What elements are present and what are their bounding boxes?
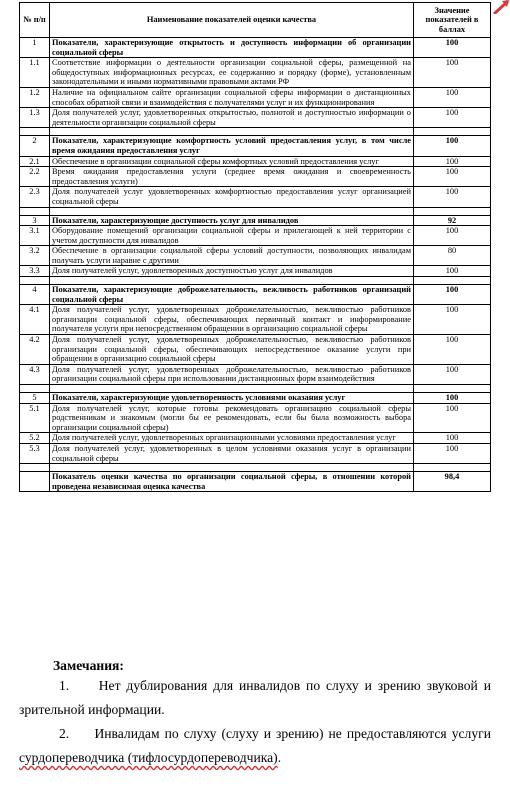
value-cell: 100 (414, 335, 491, 365)
spacer-cell (414, 277, 491, 285)
indicator-cell: Обеспечение в организации социальной сферы условий доступности, позволяющих инвалидам получать услуги наравне с другими (50, 246, 414, 266)
table-spacer-row (20, 207, 491, 215)
value-cell: 92 (414, 215, 491, 226)
table-row (20, 187, 491, 207)
table-row (20, 364, 491, 384)
table-row (20, 403, 491, 433)
header-value: Значение показателей в баллах (414, 3, 491, 38)
num-cell: 3.1 (20, 226, 50, 246)
table-spacer-row (20, 385, 491, 393)
indicator-cell: Показатели, характеризующие удовлетворенность условиями оказания услуг (50, 393, 414, 404)
table-spacer-row (20, 277, 491, 285)
num-cell: 1.2 (20, 87, 50, 107)
note-number: 1. (59, 678, 70, 693)
indicator-cell: Соответствие информации о деятельности организации социальной сферы, размещенной на общедоступных информационных ресурсах, ее содержанию и порядку (форме), установленным законодательными и иными нормативными правовыми актами РФ (50, 58, 414, 88)
indicator-cell: Показатели, характеризующие комфортность условий предоставления услуг, в том числе время ожидания предоставления услуг (50, 136, 414, 156)
indicator-cell: Показатель оценки качества по организации социальной сферы, в отношении которой проведена независимая оценка качества (50, 472, 414, 492)
table-row (20, 246, 491, 266)
table-row (20, 156, 491, 167)
num-cell: 1 (20, 38, 50, 58)
value-cell: 100 (414, 58, 491, 88)
indicator-cell: Доля получателей услуг удовлетворенных комфортностью предоставления услуг организацией социальной сферы (50, 187, 414, 207)
corner-marker-icon (488, 0, 510, 14)
spacer-cell (20, 464, 50, 472)
num-cell (20, 472, 50, 492)
total-row (20, 472, 491, 492)
spacer-cell (414, 385, 491, 393)
indicator-cell: Доля получателей услуг, удовлетворенных открытостью, полнотой и доступностью информации о деятельности организации социальной сферы (50, 108, 414, 128)
table-header-row (20, 3, 491, 38)
value-cell: 100 (414, 393, 491, 404)
indicator-cell: Доля получателей услуг, удовлетворенных организационными условиями предоставления услуг (50, 433, 414, 444)
section-row (20, 136, 491, 156)
indicator-cell: Доля получателей услуг, удовлетворенных в целом условиями оказания услуг в организации социальной сферы (50, 443, 414, 463)
value-cell: 100 (414, 305, 491, 335)
num-cell: 1.3 (20, 108, 50, 128)
spacer-cell (50, 128, 414, 136)
indicator-cell: Доля получателей услуг, удовлетворенных доброжелательностью, вежливостью работников организации социальной сферы, обеспечивающих непосредственное оказание услуги при обращении в организацию социальной сферы (50, 335, 414, 365)
num-cell: 3.3 (20, 266, 50, 277)
note-number: 2. (59, 726, 70, 741)
note-underlined-term: сурдопереводчика (тифлосурдопереводчика) (19, 750, 278, 765)
section-row (20, 285, 491, 305)
notes-title: Замечания: (53, 658, 124, 673)
num-cell: 5 (20, 393, 50, 404)
value-cell: 100 (414, 108, 491, 128)
spacer-cell (20, 128, 50, 136)
table-row (20, 335, 491, 365)
value-cell: 100 (414, 364, 491, 384)
section-row (20, 215, 491, 226)
section-row (20, 38, 491, 58)
indicator-cell: Оборудование помещений организации социальной сферы и прилегающей к ней территории с учетом доступности для инвалидов (50, 226, 414, 246)
value-cell: 80 (414, 246, 491, 266)
indicator-cell: Показатели, характеризующие доброжелательность, вежливость работников организаций социальной сферы (50, 285, 414, 305)
num-cell: 5.3 (20, 443, 50, 463)
num-cell: 1.1 (20, 58, 50, 88)
num-cell: 2.1 (20, 156, 50, 167)
spacer-cell (20, 277, 50, 285)
value-cell: 100 (414, 167, 491, 187)
num-cell: 4 (20, 285, 50, 305)
notes-section (19, 658, 491, 770)
value-cell: 100 (414, 156, 491, 167)
spacer-cell (20, 385, 50, 393)
table-spacer-row (20, 128, 491, 136)
num-cell: 4.2 (20, 335, 50, 365)
indicator-cell: Время ожидания предоставления услуги (среднее время ожидания и своевременность предоставления услуги) (50, 167, 414, 187)
num-cell: 2.3 (20, 187, 50, 207)
spacer-cell (414, 464, 491, 472)
note-item-1 (19, 674, 491, 722)
table-row (20, 305, 491, 335)
value-cell: 100 (414, 136, 491, 156)
note-text: Нет дублирования для инвалидов по слуху и зрению звуковой и зрительной информации. (19, 678, 491, 717)
value-cell: 100 (414, 38, 491, 58)
indicator-cell: Доля получателей услуг, удовлетворенных доброжелательностью, вежливостью работников организации социальной сферы, обеспечивающих первичный контакт и информирование получателя услуги при непосредственном обращении в организацию социальной сферы (50, 305, 414, 335)
note-text: Инвалидам по слуху (слуху и зрению) не предоставляются услуги (94, 726, 491, 741)
header-num: № п/п (20, 3, 50, 38)
table-row (20, 167, 491, 187)
value-cell: 100 (414, 433, 491, 444)
value-cell: 100 (414, 443, 491, 463)
spacer-cell (50, 207, 414, 215)
spacer-cell (414, 207, 491, 215)
table-body (20, 38, 491, 492)
indicator-cell: Показатели, характеризующие доступность услуг для инвалидов (50, 215, 414, 226)
table-row (20, 433, 491, 444)
header-name: Наименование показателей оценки качества (50, 3, 414, 38)
num-cell: 5.2 (20, 433, 50, 444)
value-cell: 100 (414, 403, 491, 433)
value-cell: 100 (414, 266, 491, 277)
table-row (20, 108, 491, 128)
spacer-cell (50, 385, 414, 393)
spacer-cell (50, 464, 414, 472)
num-cell: 3 (20, 215, 50, 226)
table-row (20, 266, 491, 277)
note-text-end: . (277, 750, 282, 765)
value-cell: 100 (414, 87, 491, 107)
section-row (20, 393, 491, 404)
num-cell: 2 (20, 136, 50, 156)
note-item-2 (19, 722, 491, 770)
table-row (20, 226, 491, 246)
value-cell: 100 (414, 187, 491, 207)
num-cell: 4.1 (20, 305, 50, 335)
indicator-cell: Наличие на официальном сайте организации социальной сферы информации о дистанционных способах обратной связи и взаимодействия с получателями услуг и их функционирования (50, 87, 414, 107)
value-cell: 100 (414, 285, 491, 305)
table-row (20, 58, 491, 88)
indicator-cell: Показатели, характеризующие открытость и доступность информации об организации социальной сферы (50, 38, 414, 58)
num-cell: 4.3 (20, 364, 50, 384)
table-row (20, 443, 491, 463)
indicator-cell: Доля получателей услуг, удовлетворенных доступностью услуг для инвалидов (50, 266, 414, 277)
quality-indicators-table (19, 2, 491, 492)
value-cell: 98,4 (414, 472, 491, 492)
spacer-cell (414, 128, 491, 136)
indicator-cell: Доля получателей услуг, удовлетворенных доброжелательностью, вежливостью работников организации социальной сферы при использовании дистанционных форм взаимодействия (50, 364, 414, 384)
spacer-cell (50, 277, 414, 285)
value-cell: 100 (414, 226, 491, 246)
spacer-cell (20, 207, 50, 215)
num-cell: 3.2 (20, 246, 50, 266)
table-spacer-row (20, 464, 491, 472)
num-cell: 2.2 (20, 167, 50, 187)
table-row (20, 87, 491, 107)
indicator-cell: Доля получателей услуг, которые готовы рекомендовать организацию социальной сферы родственникам и знакомым (могли бы ее рекомендовать, если бы была возможность выбора организации социальной сферы) (50, 403, 414, 433)
indicator-cell: Обеспечение в организации социальной сферы комфортных условий предоставления услуг (50, 156, 414, 167)
num-cell: 5.1 (20, 403, 50, 433)
